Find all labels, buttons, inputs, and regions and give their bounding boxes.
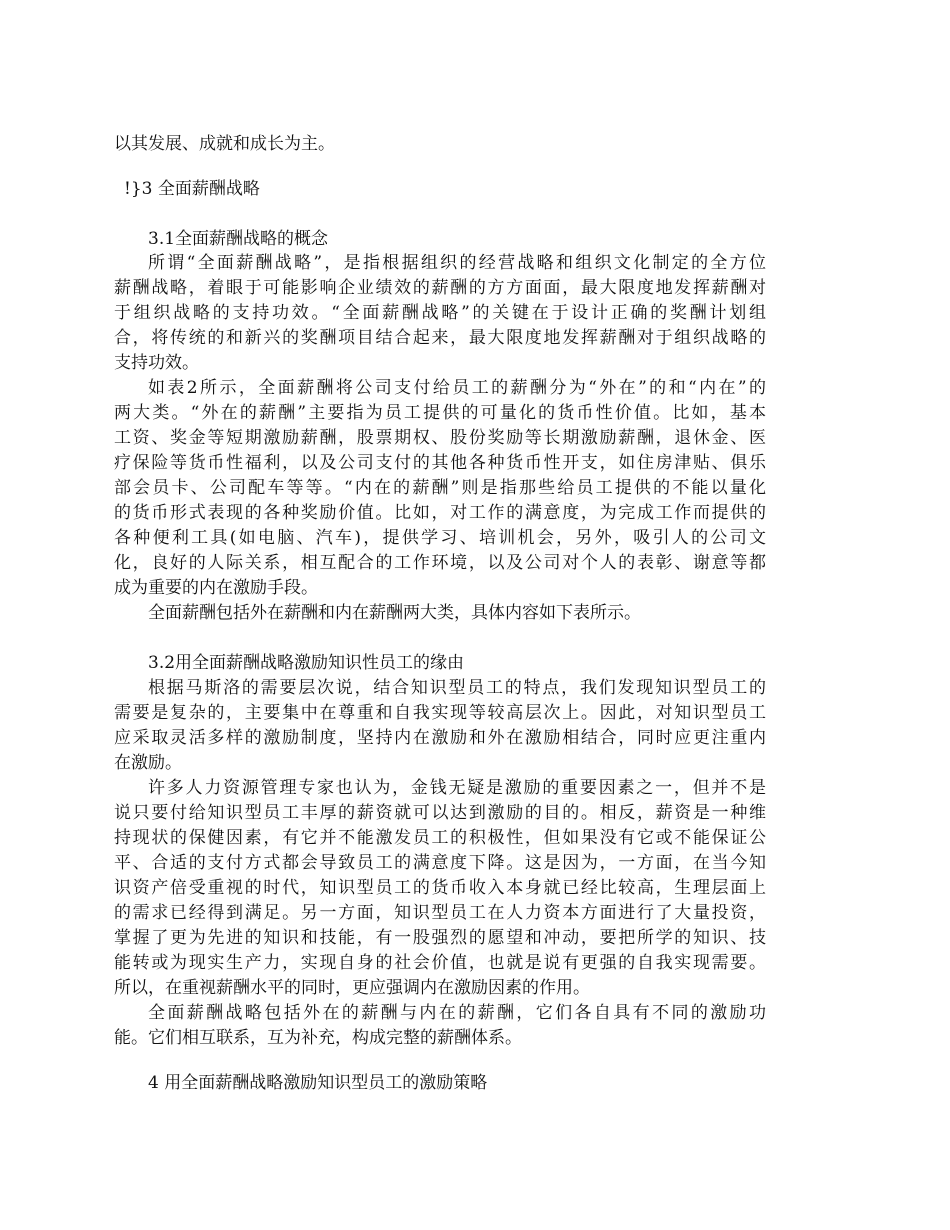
para5-line: 所以，在重视薪酬水平的同时，更应强调内在激励因素的作用。 xyxy=(114,978,590,998)
para5-line: 识资产倍受重视的时代，知识型员工的货币收入本身就已经比较高，生理层面上 xyxy=(114,878,766,898)
para1-line: 合，将传统的和新兴的奖酬项目结合起来，最大限度地发挥薪酬对于组织战略的 xyxy=(114,328,766,348)
para5-line: 说只要付给知识型员工丰厚的薪资就可以达到激励的目的。相反，薪资是一种维 xyxy=(114,803,766,823)
para6-line: 能。它们相互联系，互为补充，构成完整的薪酬体系。 xyxy=(114,1028,522,1048)
opening-line: 以其发展、成就和成长为主。 xyxy=(114,134,335,154)
para1-line: 支持功效。 xyxy=(114,353,199,373)
para2-line: 两大类。“外在的薪酬”主要指为员工提供的可量化的货币性价值。比如，基本 xyxy=(114,403,766,423)
para1-line: 于组织战略的支持功效。“全面薪酬战略”的关键在于设计正确的奖酬计划组 xyxy=(114,303,766,323)
para5-line: 许多人力资源管理专家也认为，金钱无疑是激励的重要因素之一，但并不是 xyxy=(148,778,766,798)
para4-line: 在激励。 xyxy=(114,753,182,773)
para1-line: 所谓“全面薪酬战略”，是指根据组织的经营战略和组织文化制定的全方位 xyxy=(148,253,766,273)
para4-line: 需要是复杂的，主要集中在尊重和自我实现等较高层次上。因此，对知识型员工 xyxy=(114,703,766,723)
para4-line: 根据马斯洛的需要层次说，结合知识型员工的特点，我们发现知识型员工的 xyxy=(148,678,766,698)
subsection-3-1-heading: 3.1全面薪酬战略的概念 xyxy=(148,229,329,249)
para5-line: 持现状的保健因素，有它并不能激发员工的积极性，但如果没有它或不能保证公 xyxy=(114,828,766,848)
para2-line: 工资、奖金等短期激励薪酬，股票期权、股份奖励等长期激励薪酬，退休金、医 xyxy=(114,428,766,448)
para2-line: 成为重要的内在激励手段。 xyxy=(114,578,318,598)
para2-line: 疗保险等货币性福利，以及公司支付的其他各种货币性开支，如住房津贴、俱乐 xyxy=(114,453,766,473)
para4-line: 应采取灵活多样的激励制度，坚持内在激励和外在激励相结合，同时应更注重内 xyxy=(114,728,766,748)
subsection-3-2-heading: 3.2用全面薪酬战略激励知识性员工的缘由 xyxy=(148,653,465,673)
para2-line: 各种便利工具(如电脑、汽车)，提供学习、培训机会，另外，吸引人的公司文 xyxy=(114,528,766,548)
para2-line: 部会员卡、公司配车等等。“内在的薪酬”则是指那些给员工提供的不能以量化 xyxy=(114,478,766,498)
para5-line: 平、合适的支付方式都会导致员工的满意度下降。这是因为，一方面，在当今知 xyxy=(114,853,766,873)
para6-line: 全面薪酬战略包括外在的薪酬与内在的薪酬，它们各自具有不同的激励功 xyxy=(148,1003,766,1023)
para1-line: 薪酬战略，着眼于可能影响企业绩效的薪酬的方方面面，最大限度地发挥薪酬对 xyxy=(114,278,766,298)
para3-line: 全面薪酬包括外在薪酬和内在薪酬两大类，具体内容如下表所示。 xyxy=(148,603,641,623)
para2-line: 化，良好的人际关系，相互配合的工作环境，以及公司对个人的表彰、谢意等都 xyxy=(114,553,766,573)
section-4-heading: 4 用全面薪酬战略激励知识型员工的激励策略 xyxy=(148,1073,488,1093)
section-3-heading: !}3 全面薪酬战略 xyxy=(124,179,260,199)
para2-line: 如表2所示，全面薪酬将公司支付给员工的薪酬分为“外在”的和“内在”的 xyxy=(148,378,766,398)
para5-line: 的需求已经得到满足。另一方面，知识型员工在人力资本方面进行了大量投资， xyxy=(114,903,766,923)
para2-line: 的货币形式表现的各种奖励价值。比如，对工作的满意度，为完成工作而提供的 xyxy=(114,503,766,523)
para5-line: 能转或为现实生产力，实现自身的社会价值，也就是说有更强的自我实现需要。 xyxy=(114,953,766,973)
para5-line: 掌握了更为先进的知识和技能，有一股强烈的愿望和冲动，要把所学的知识、技 xyxy=(114,928,766,948)
